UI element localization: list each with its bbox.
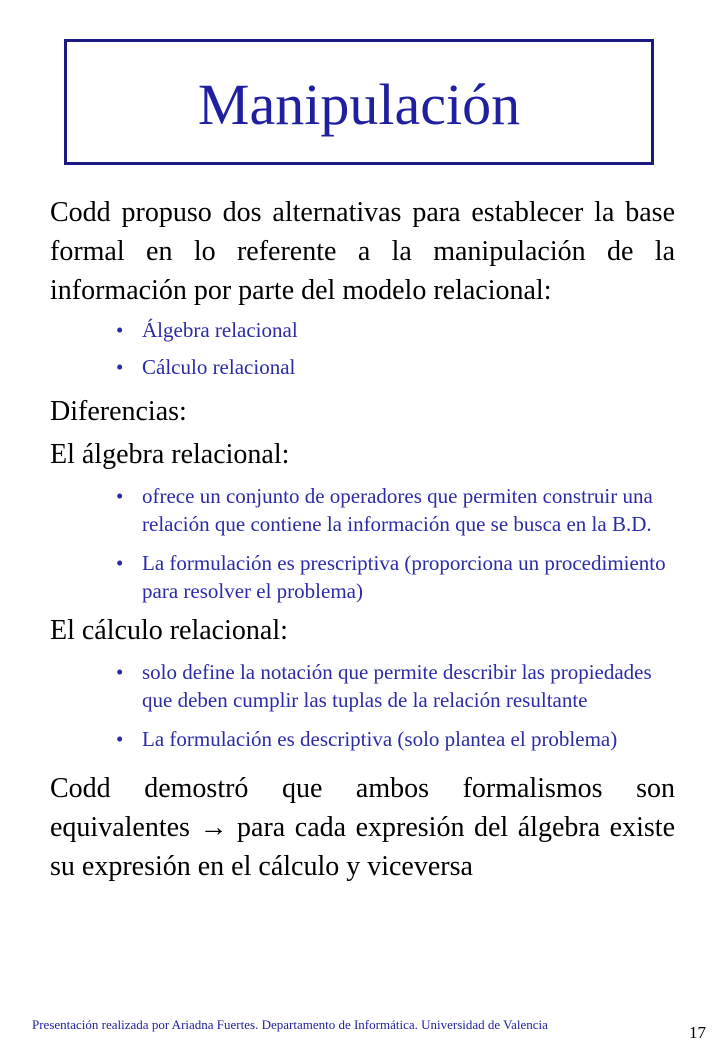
- page-number: 17: [689, 1023, 706, 1042]
- bullet-icon: •: [116, 484, 124, 508]
- bullet-icon: •: [116, 660, 124, 684]
- page-title: Manipulación: [197, 72, 521, 137]
- differences-heading: Diferencias:: [50, 396, 187, 427]
- calculus-points: [50, 658, 675, 753]
- list-item: [50, 658, 675, 714]
- alternative-label: Álgebra relacional: [142, 318, 298, 342]
- bullet-icon: •: [116, 551, 124, 575]
- footer-credit: Presentación realizada por Ariadna Fuertes. Departamento de Informática. Universidad de Valencia: [32, 1017, 548, 1032]
- conclusion-paragraph: Codd demostró que ambos formalismos son equivalentes → para cada expresión del álgebra existe su expresión en el cálculo y viceversa: [50, 773, 675, 882]
- algebra-point: ofrece un conjunto de operadores que permiten construir una relación que contiene la información que se busca en la B.D.: [142, 484, 653, 536]
- title-box: [64, 39, 654, 165]
- calculus-point: La formulación es descriptiva (solo plantea el problema): [142, 727, 618, 751]
- list-item: [50, 725, 675, 753]
- algebra-heading: El álgebra relacional:: [50, 439, 290, 470]
- calculus-heading: El cálculo relacional:: [50, 615, 288, 646]
- calculus-point: solo define la notación que permite describir las propiedades que deben cumplir las tuplas de la relación resultante: [142, 660, 652, 712]
- bullet-icon: •: [116, 355, 124, 379]
- bullet-icon: •: [116, 318, 124, 342]
- algebra-point: La formulación es prescriptiva (proporciona un procedimiento para resolver el problema): [142, 551, 666, 603]
- alternatives-list: [50, 316, 675, 381]
- algebra-points: [50, 482, 675, 605]
- list-item: [50, 549, 675, 605]
- list-item: [50, 482, 675, 538]
- intro-paragraph: Codd propuso dos alternativas para establecer la base formal en lo referente a la manipulación de la información por parte del modelo relacional:: [50, 197, 675, 306]
- alternative-label: Cálculo relacional: [142, 355, 296, 379]
- slide-content: [50, 193, 675, 886]
- bullet-icon: •: [116, 727, 124, 751]
- list-item: [50, 353, 675, 381]
- list-item: [50, 316, 675, 344]
